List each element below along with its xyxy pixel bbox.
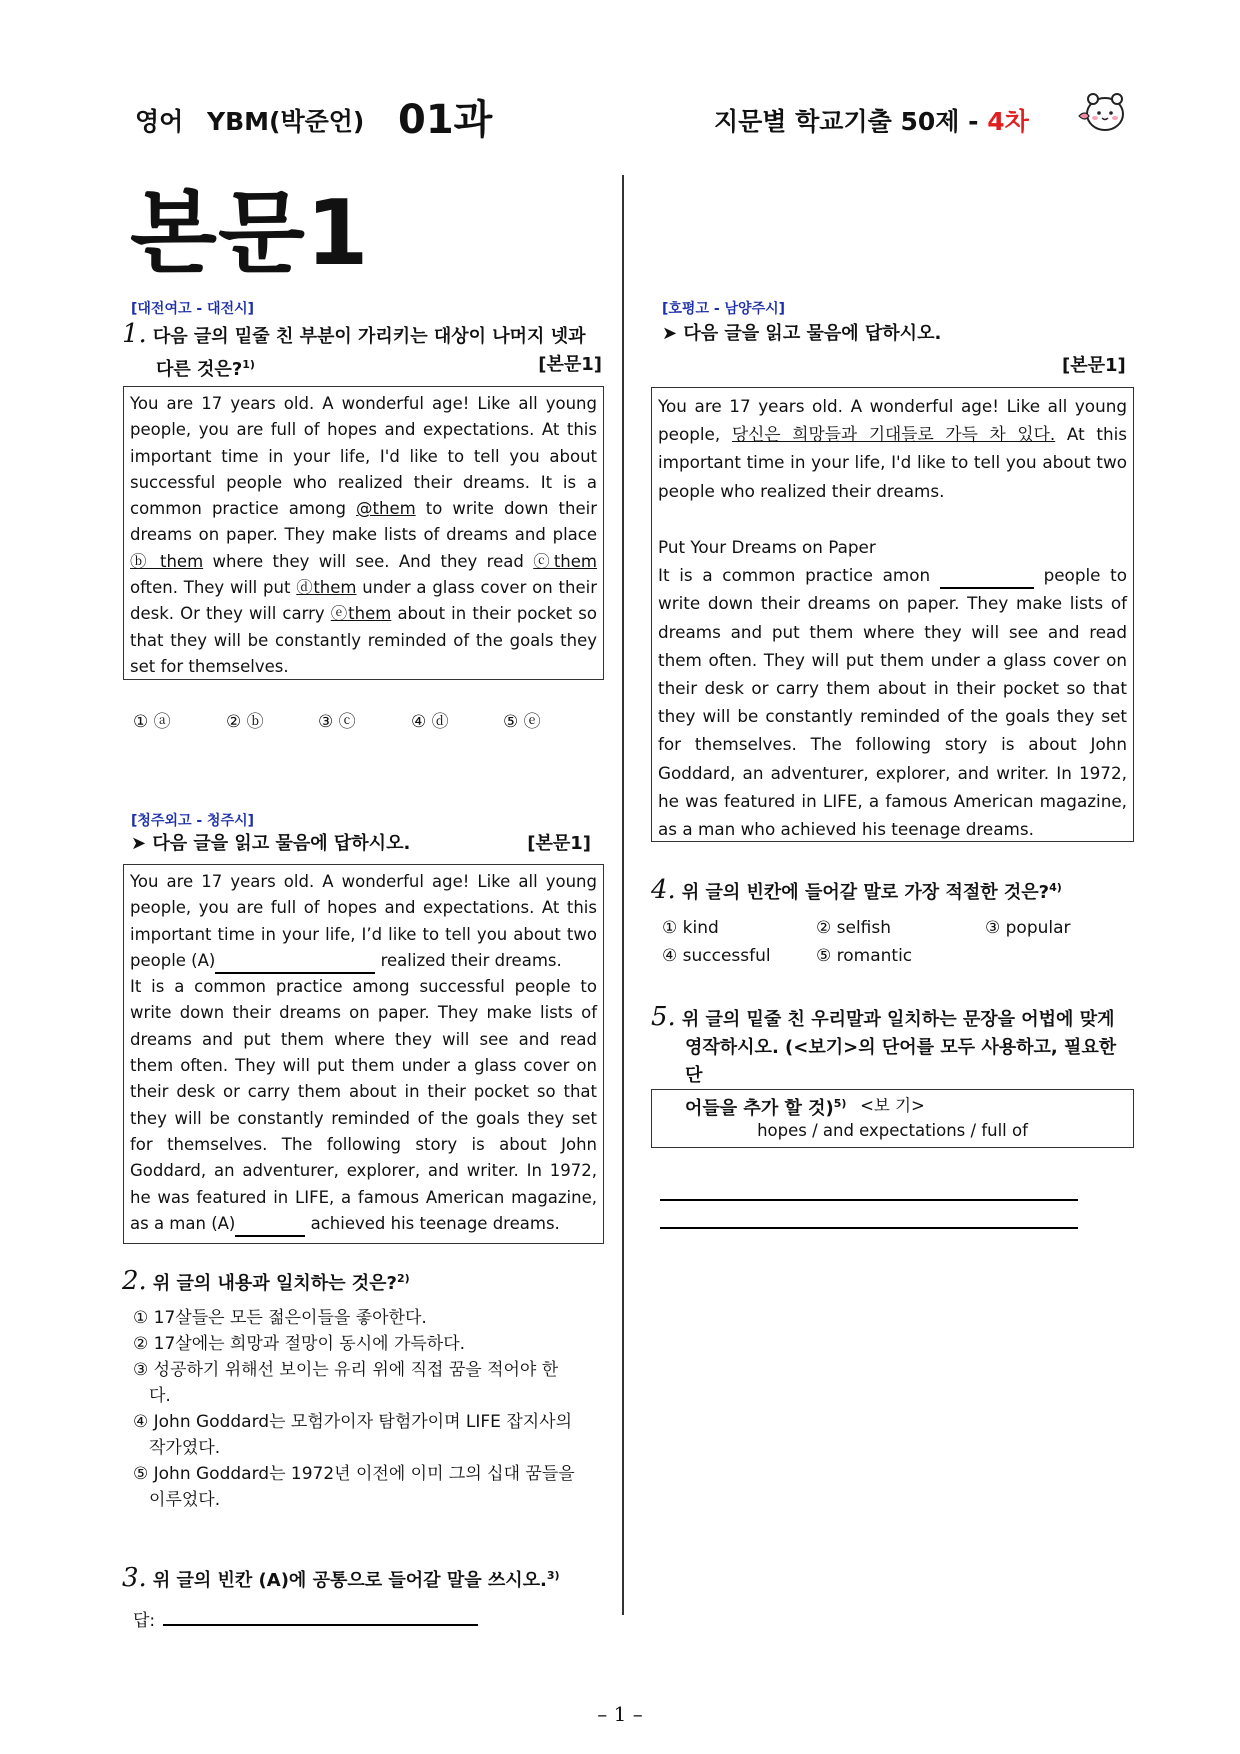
shared2-passage-text: It is a common practice amon [658,565,940,586]
q1-footnote: 1) [242,358,255,371]
q1-passage-text: You are 17 years old. A wonderful age! Like all young people, you are full of hopes and expectations. At this important time in your life, I'd like to tell you about successful people who realized their dreams. It is a common practice among [130,394,597,519]
shared1-passage-text: It is a common practice among successful people to write down their dreams on paper. They make lists of dreams and put them where they will see and read them often. They will put them under a glass cover on their desk or carry them about in their pocket so that they will be constantly reminded of the goals they set for themselves. The following story is about John Goddard, an adventurer, explorer, and writer. In 1972, he was featured in LIFE, a famous American magazine, as a man (A) [130,977,597,1233]
q2-option-5-cont: 이루었다. [149,1490,221,1510]
subject-label: 영어 [135,107,184,136]
q2-option-3-cont: 다. [149,1386,171,1406]
q1-passage-box [123,386,604,680]
shared1-tag: [본문1] [527,833,591,854]
q1-option-1[interactable]: ① ⓐ [133,712,171,732]
shared2-source: [호평고 - 남양주시] [662,301,786,317]
shared1-prompt-row [131,830,591,858]
q1-ref-c: ⓒthem [533,551,597,571]
q1-prompt-line2: 다른 것은? [156,359,243,380]
q5-footnote: 5) [833,1097,847,1110]
q1-ref-e: ⓔthem [330,604,392,624]
shared1-passage-text: You are 17 years old. A wonderful age! Like all young people, you are full of hopes and expectations. At this important time in your life, I’d like to tell you about two people (A) [130,872,597,970]
q5-answer-line-1[interactable] [660,1199,1078,1201]
shared2-prompt: ➤ 다음 글을 읽고 물음에 답하시오. [662,323,942,344]
q1-prompt [122,320,602,384]
q2-number: 2. [122,1266,147,1296]
q2-prompt-text: 위 글의 내용과 일치하는 것은? [152,1273,397,1294]
bear-mascot-icon [1075,86,1127,136]
q1-passage-text: often. They will put [130,578,297,598]
shared1-passage-text: achieved his teenage dreams. [305,1213,560,1233]
page-title: 본문1 [130,181,370,286]
q1-option-4[interactable]: ④ ⓓ [411,712,449,732]
q5-answer-line-2[interactable] [660,1227,1078,1229]
q2-option-3[interactable]: ③ 성공하기 위해선 보이는 유리 위에 직접 꿈을 적어야 한 [133,1360,559,1380]
q2-option-2[interactable]: ② 17살에는 희망과 절망이 동시에 가득하다. [133,1334,466,1354]
example-box-title: <보 기> [860,1096,925,1115]
q4-option-1[interactable]: ① kind [662,918,719,938]
q1-option-2[interactable]: ② ⓑ [226,712,264,732]
q1-ref-a: @them [356,499,416,519]
shared2-passage-text: people to write down their dreams on paper. They make lists of dreams and put them where they will see and read them often. They will put them under a glass cover on their desk or carry them about in their pocket so that they will be constantly reminded of the goals they set for themselves. The following story is about John Goddard, an adventurer, explorer, and writer. In 1972, he was featured in LIFE, a famous American magazine, as a man who achieved his teenage dreams. [658,565,1127,840]
q5-prompt-line3: 어들을 추가 할 것) [685,1098,834,1119]
q2-option-5[interactable]: ⑤ John Goddard는 1972년 이전에 이미 그의 십대 꿈들을 [133,1464,575,1484]
q1-prompt-line1: 다음 글의 밑줄 친 부분이 가리키는 대상이 나머지 넷과 [152,326,586,347]
q5-prompt-line1: 위 글의 밑줄 친 우리말과 일치하는 문장을 어법에 맞게 [681,1009,1115,1030]
q2-option-4[interactable]: ④ John Goddard는 모험가이자 탐험가이며 LIFE 잡지사의 [133,1412,573,1432]
shared2-passage-box [651,387,1134,842]
shared2-passage-text: At this important time in your life, I'd like to tell you about two people who realized their dreams. [658,424,1127,501]
q2-footnote: 2) [396,1272,410,1285]
column-divider [622,175,624,1615]
q4-footnote: 4) [1049,881,1062,894]
q1-source: [대전여고 - 대전시] [131,301,255,317]
q3-answer-label: 답: [133,1611,156,1631]
q5-number: 5. [651,1002,676,1032]
blank-a [215,956,375,974]
q4-number: 4. [651,875,676,905]
q4-option-2[interactable]: ② selfish [816,918,892,938]
q2-options [133,1305,603,1513]
q3-answer-line[interactable] [163,1624,478,1626]
q1-passage-text: under a glass cover on their desk. Or they will carry [130,578,597,624]
q4-option-4[interactable]: ④ successful [662,946,771,966]
publisher-label: YBM(박준언) [207,107,365,136]
q1-ref-d: ⓓthem [296,578,357,598]
q5-prompt-line2: 영작하시오. (<보기>의 단어를 모두 사용하고, 필요한 단 [685,1037,1117,1086]
series-prefix: 지문별 학교기출 50제 - [714,107,979,136]
passage-heading: Put Your Dreams on Paper [658,537,876,558]
q2-prompt [122,1265,410,1298]
blank [940,571,1034,589]
q3-prompt [122,1562,560,1595]
shared2-tag: [본문1] [1062,355,1126,376]
q4-prompt [651,874,1062,907]
page-number: – 1 – [597,1702,643,1726]
q1-tag: [본문1] [538,354,602,375]
q1-passage-text: to write down their dreams on paper. They make lists of dreams and place [130,499,598,545]
q3-number: 3. [122,1563,147,1593]
series-label [714,102,1029,138]
blank-a [235,1219,305,1237]
q3-footnote: 3) [546,1569,560,1582]
shared1-passage-box [123,864,604,1244]
lesson-label: 01과 [398,97,493,143]
q3-prompt-text: 위 글의 빈칸 (A)에 공통으로 들어갈 말을 쓰시오. [152,1570,547,1591]
q4-option-5[interactable]: ⑤ romantic [816,946,913,966]
shared1-source: [청주외고 - 청주시] [131,813,255,829]
q5-example-box [651,1089,1134,1148]
q1-number: 1. [122,319,147,349]
q4-option-3[interactable]: ③ popular [985,918,1071,938]
q1-ref-b: ⓑ them [130,551,204,571]
q2-option-1[interactable]: ① 17살들은 모든 젊은이들을 좋아한다. [133,1308,427,1328]
q1-passage-text: about in their pocket so that they will be constantly reminded of the goals they set for themselves. [130,604,597,676]
q2-option-4-cont: 작가였다. [149,1438,221,1458]
shared1-passage-text: realized their dreams. [375,950,562,970]
q1-option-5[interactable]: ⑤ ⓔ [503,712,541,732]
round-label: 4차 [987,107,1029,136]
example-box-words: hopes / and expectations / full of [757,1121,1028,1140]
shared2-passage-text: You are 17 years old. A wonderful age! Like all young people, [658,396,1127,445]
q1-option-3[interactable]: ③ ⓒ [318,712,356,732]
shared1-prompt: ➤ 다음 글을 읽고 물음에 답하시오. [131,833,411,854]
underlined-korean: 당신은 희망들과 기대들로 가득 차 있다. [731,424,1056,445]
q4-prompt-text: 위 글의 빈칸에 들어갈 말로 가장 적절한 것은? [681,882,1050,903]
q1-passage-text: where they will see. And they read [203,551,534,571]
